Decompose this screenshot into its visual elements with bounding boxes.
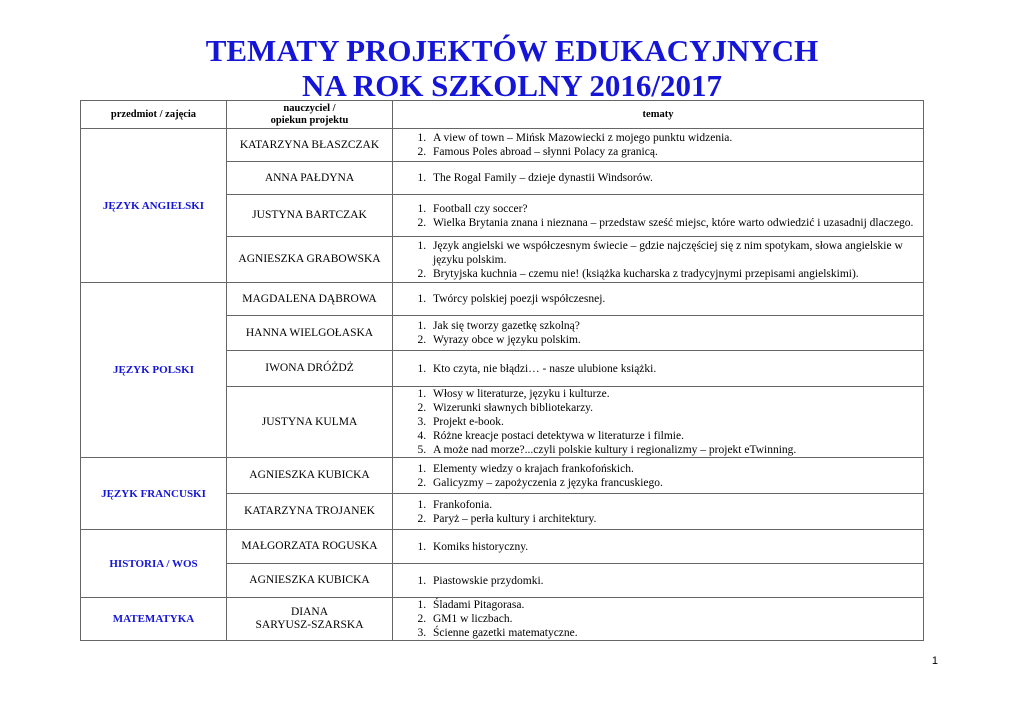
teacher-cell: AGNIESZKA KUBICKA xyxy=(227,458,393,494)
teacher-cell: MAGDALENA DĄBROWA xyxy=(227,283,393,316)
subject-cell: JĘZYK POLSKI xyxy=(81,283,227,458)
topics-cell xyxy=(393,351,924,387)
topic-item: 1. Język angielski we współczesnym świecie – gdzie najczęściej się z nim spotykam, słowa angielskie w języku polskim. xyxy=(429,239,919,267)
teacher-cell: ANNA PAŁDYNA xyxy=(227,162,393,195)
topics-list xyxy=(397,239,919,281)
topic-item: 2. Galicyzmy – zapożyczenia z języka francuskiego. xyxy=(429,476,919,490)
table-row xyxy=(81,129,924,162)
table-header-row xyxy=(81,101,924,129)
topics-cell xyxy=(393,162,924,195)
teacher-cell: KATARZYNA TROJANEK xyxy=(227,494,393,530)
topic-item: 1. Kto czyta, nie błądzi… - nasze ulubione książki. xyxy=(429,362,919,376)
topic-item: 2. Wizerunki sławnych bibliotekarzy. xyxy=(429,401,919,415)
topics-cell xyxy=(393,195,924,237)
topic-item: 5. A może nad morze?...czyli polskie kultury i regionalizmy – projekt eTwinning. xyxy=(429,443,919,457)
topics-cell xyxy=(393,387,924,458)
topic-item: 1. A view of town – Mińsk Mazowiecki z mojego punktu widzenia. xyxy=(429,131,919,145)
subject-cell: JĘZYK ANGIELSKI xyxy=(81,129,227,283)
subject-cell: HISTORIA / WOS xyxy=(81,530,227,598)
topics-list xyxy=(397,202,919,230)
topics-list xyxy=(397,387,919,457)
topic-item: 1. Elementy wiedzy o krajach frankofońskich. xyxy=(429,462,919,476)
subject-cell: MATEMATYKA xyxy=(81,598,227,641)
topic-item: 1. Jak się tworzy gazetkę szkolną? xyxy=(429,319,919,333)
header-teacher xyxy=(227,101,393,129)
document-title-line2: NA ROK SZKOLNY 2016/2017 xyxy=(302,68,722,103)
topic-item: 4. Różne kreacje postaci detektywa w literaturze i filmie. xyxy=(429,429,919,443)
projects-table xyxy=(80,100,924,641)
teacher-name-line2: SARYUSZ-SZARSKA xyxy=(255,619,364,631)
topics-cell xyxy=(393,129,924,162)
topics-cell xyxy=(393,564,924,598)
topic-item: 1. Football czy soccer? xyxy=(429,202,919,216)
teacher-cell xyxy=(227,598,393,641)
topics-list xyxy=(397,131,919,159)
table-row xyxy=(81,283,924,316)
teacher-cell: KATARZYNA BŁASZCZAK xyxy=(227,129,393,162)
topic-item: 1. Frankofonia. xyxy=(429,498,919,512)
teacher-cell: MAŁGORZATA ROGUSKA xyxy=(227,530,393,564)
header-subject: przedmiot / zajęcia xyxy=(81,101,227,129)
topic-item: 2. Paryż – perła kultury i architektury. xyxy=(429,512,919,526)
topics-list xyxy=(397,362,919,376)
topics-cell xyxy=(393,458,924,494)
topic-item: 1. The Rogal Family – dzieje dynastii Windsorów. xyxy=(429,171,919,185)
teacher-cell: HANNA WIELGOŁASKA xyxy=(227,316,393,351)
topic-item: 2. Famous Poles abroad – słynni Polacy za granicą. xyxy=(429,145,919,159)
topic-item: 1. Włosy w literaturze, języku i kulturze. xyxy=(429,387,919,401)
header-teacher-line1: nauczyciel / xyxy=(283,102,336,114)
topics-list xyxy=(397,540,919,554)
topic-item: 2. Wielka Brytania znana i nieznana – przedstaw sześć miejsc, które warto odwiedzić i uzasadnij dlaczego. xyxy=(429,216,919,230)
topics-list xyxy=(397,171,919,185)
topic-item: 2. Wyrazy obce w języku polskim. xyxy=(429,333,919,347)
topic-item: 3. Ścienne gazetki matematyczne. xyxy=(429,626,919,640)
topics-cell xyxy=(393,237,924,283)
teacher-cell: AGNIESZKA KUBICKA xyxy=(227,564,393,598)
topics-list xyxy=(397,462,919,490)
table-row xyxy=(81,458,924,494)
teacher-cell: AGNIESZKA GRABOWSKA xyxy=(227,237,393,283)
topics-list xyxy=(397,574,919,588)
subject-cell: JĘZYK FRANCUSKI xyxy=(81,458,227,530)
topic-item: 2. GM1 w liczbach. xyxy=(429,612,919,626)
topics-list xyxy=(397,598,919,640)
topic-item: 1. Twórcy polskiej poezji współczesnej. xyxy=(429,292,919,306)
header-teacher-line2: opiekun projektu xyxy=(270,114,349,126)
table-row xyxy=(81,598,924,641)
topics-list xyxy=(397,498,919,526)
topics-list xyxy=(397,292,919,306)
table-row xyxy=(81,530,924,564)
page-number: 1 xyxy=(931,655,938,667)
topics-list xyxy=(397,319,919,347)
topic-item: 2. Brytyjska kuchnia – czemu nie! (książka kucharska z tradycyjnymi przepisami angielskimi). xyxy=(429,267,919,281)
topic-item: 3. Projekt e-book. xyxy=(429,415,919,429)
topic-item: 1. Komiks historyczny. xyxy=(429,540,919,554)
document-title-line1: TEMATY PROJEKTÓW EDUKACYJNYCH xyxy=(205,33,819,68)
teacher-cell: JUSTYNA KULMA xyxy=(227,387,393,458)
topic-item: 1. Śladami Pitagorasa. xyxy=(429,598,919,612)
teacher-cell: JUSTYNA BARTCZAK xyxy=(227,195,393,237)
topics-cell xyxy=(393,283,924,316)
topic-item: 1. Piastowskie przydomki. xyxy=(429,574,919,588)
topics-cell xyxy=(393,598,924,641)
topics-cell xyxy=(393,494,924,530)
teacher-name-line1: DIANA xyxy=(290,606,329,618)
header-topics: tematy xyxy=(393,101,924,129)
topics-cell xyxy=(393,530,924,564)
topics-cell xyxy=(393,316,924,351)
teacher-cell: IWONA DRÓŻDŻ xyxy=(227,351,393,387)
